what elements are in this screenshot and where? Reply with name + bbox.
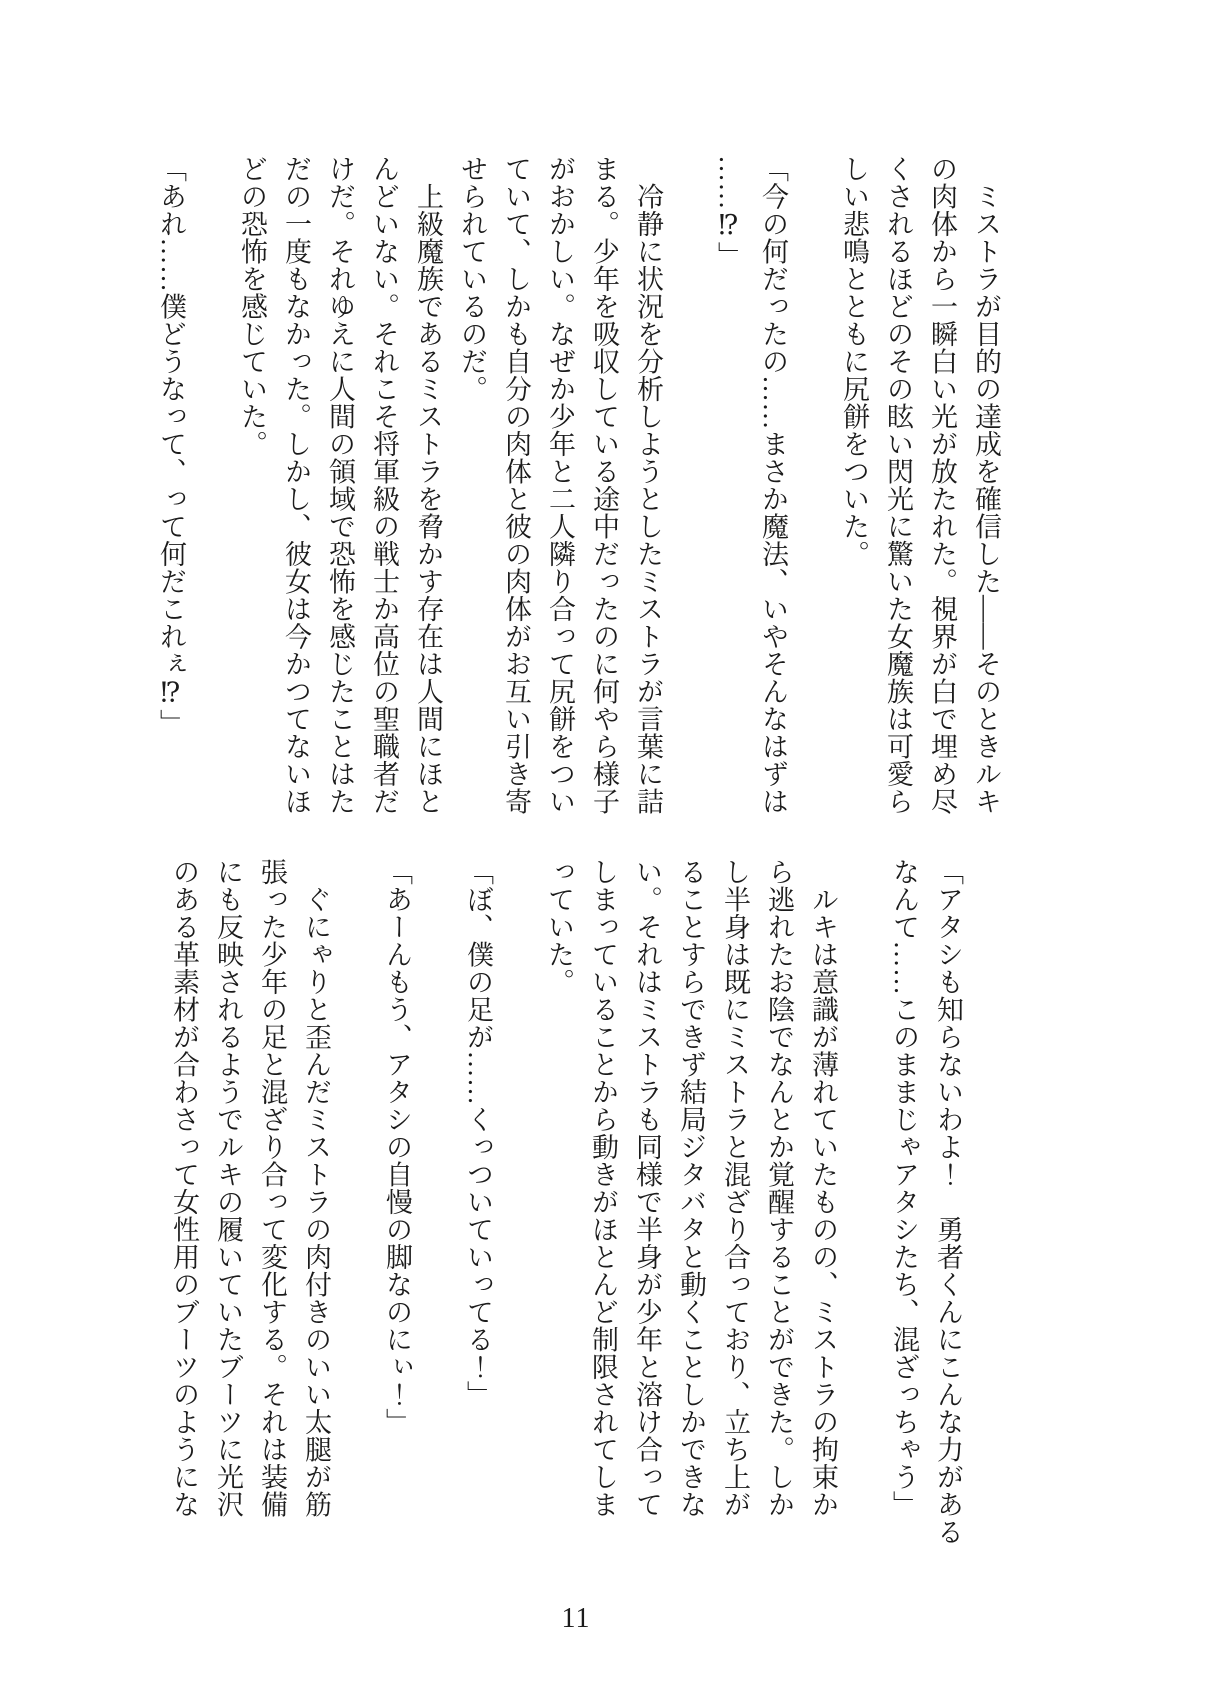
text-line: 上級魔族であるミストラを脅かす存在は人間にほと: [413, 155, 443, 815]
text-line: ていて、しかも自分の肉体と彼の肉体がお互い引き寄: [501, 155, 531, 815]
text-line: 張った少年の足と混ざり合って変化する。それは装備: [257, 858, 287, 1518]
text-line: のある革素材が合わさって女性用のブーツのようにな: [169, 858, 199, 1518]
text-line: どの恐怖を感じていた。: [237, 155, 267, 458]
text-line: 「あーんもう、アタシの自慢の脚なのにぃ！」: [382, 858, 412, 1436]
text-line: くされるほどのその眩い閃光に驚いた女魔族は可愛ら: [883, 155, 913, 815]
text-line: ルキは意識が薄れていたものの、ミストラの拘束か: [808, 858, 838, 1518]
text-line: の肉体から一瞬白い光が放たれた。視界が白で埋め尽: [927, 155, 957, 815]
text-line: しまっていることから動きがほとんど制限されてしま: [588, 858, 618, 1518]
text-line: しい悲鳴とともに尻餅をついた。: [839, 155, 869, 568]
text-line: ……⁉」: [714, 155, 744, 269]
text-line: なんて……このままじゃアタシたち、混ざっちゃう」: [889, 858, 919, 1518]
text-line: っていた。: [544, 858, 574, 996]
text-line: し半身は既にミストラと混ざり合っており、立ち上が: [720, 858, 750, 1518]
text-line: ることすらできず結局ジタバタと動くことしかできな: [676, 858, 706, 1518]
text-line: 冷静に状況を分析しようとしたミストラが言葉に詰: [633, 155, 663, 815]
text-line: 「今の何だったの……まさか魔法、いやそんなはずは: [758, 155, 788, 815]
text-line: だの一度もなかった。しかし、彼女は今かつてないほ: [281, 155, 311, 815]
text-line: せられているのだ。: [457, 155, 487, 403]
text-line: 「あれ……僕どうなって、って何だこれぇ⁉」: [156, 155, 186, 737]
text-line: がおかしい。なぜか少年と二人隣り合って尻餅をつい: [545, 155, 575, 815]
text-line: まる。少年を吸収している途中だったのに何やら様子: [589, 155, 619, 815]
text-block-bottom: [162, 858, 970, 1580]
text-line: 「ぼ、僕の足が……くっついていってる！」: [463, 858, 493, 1408]
text-line: にも反映されるようでルキの履いていたブーツに光沢: [213, 858, 243, 1518]
page-number: 11: [561, 1603, 591, 1634]
text-line: ミストラが目的の達成を確信した——そのときルキ: [971, 155, 1001, 815]
text-line: けだ。それゆえに人間の領域で恐怖を感じたことはた: [325, 155, 355, 815]
text-line: 「アタシも知らないわよ！ 勇者くんにこんな力がある: [933, 858, 963, 1546]
text-line: んどいない。それこそ将軍級の戦士か高位の聖職者だ: [369, 155, 399, 815]
text-line: ら逃れたお陰でなんとか覚醒することができた。しか: [764, 858, 794, 1518]
text-line: い。それはミストラも同様で半身が少年と溶け合って: [632, 858, 662, 1518]
text-line: ぐにゃりと歪んだミストラの肉付きのいい太腿が筋: [301, 858, 331, 1518]
text-block-top: [149, 155, 1008, 855]
